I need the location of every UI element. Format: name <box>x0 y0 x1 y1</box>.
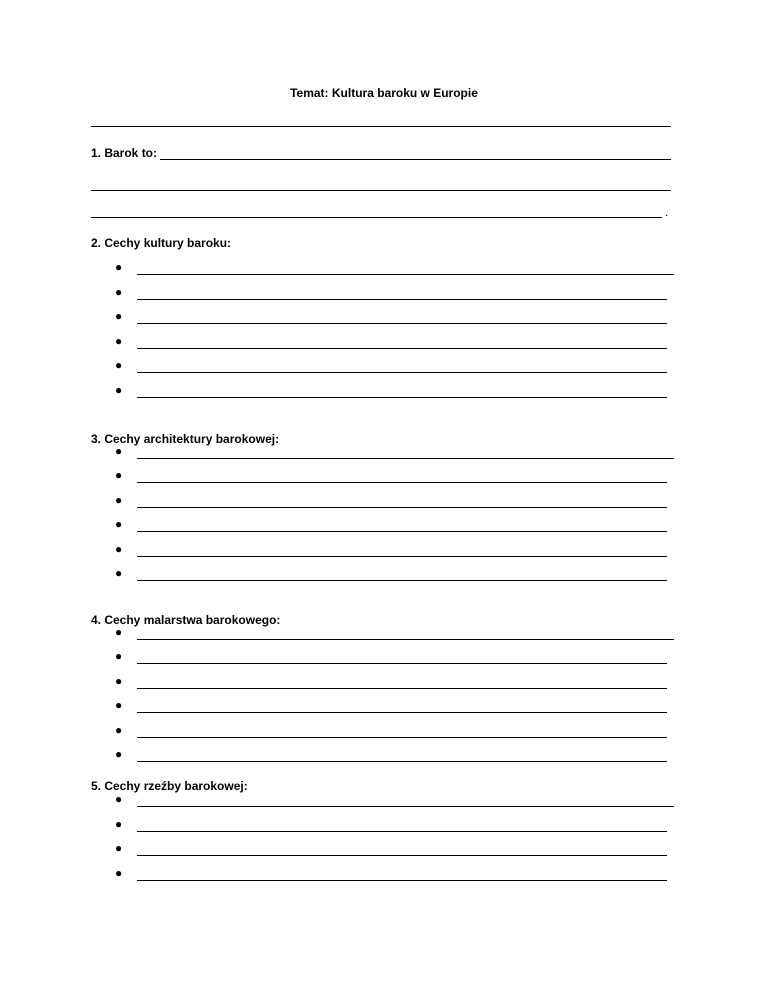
section-4-label: 4. Cechy malarstwa barokowego: <box>91 613 281 627</box>
bullet-answer-line <box>137 663 667 664</box>
bullet-answer-line <box>137 880 667 881</box>
bullet-icon: ● <box>115 816 123 831</box>
section-2-label: 2. Cechy kultury baroku: <box>91 236 232 250</box>
bullet-answer-line <box>137 397 667 398</box>
answer-line <box>91 190 671 191</box>
bullet-answer-line <box>137 482 667 483</box>
bullet-icon: ● <box>115 468 123 483</box>
bullet-icon: ● <box>115 649 123 664</box>
bullet-answer-line <box>137 831 667 832</box>
bullet-answer-line <box>137 372 667 373</box>
bullet-answer-line <box>137 458 674 459</box>
bullet-answer-line <box>137 737 667 738</box>
bullet-icon: ● <box>115 517 123 532</box>
bullet-icon: ● <box>115 492 123 507</box>
bullet-answer-line <box>137 556 667 557</box>
bullet-answer-line <box>137 348 667 349</box>
bullet-icon: ● <box>115 698 123 713</box>
q1-label: 1. Barok to: <box>91 146 158 160</box>
bullet-answer-line <box>137 299 667 300</box>
bullet-answer-line <box>137 712 667 713</box>
bullet-icon: ● <box>115 358 123 373</box>
worksheet-title: Temat: Kultura baroku w Europie <box>290 86 478 100</box>
bullet-answer-line <box>137 855 667 856</box>
bullet-icon: ● <box>115 841 123 856</box>
bullet-icon: ● <box>115 747 123 761</box>
bullet-icon: ● <box>115 444 123 458</box>
bullet-answer-line <box>137 761 667 762</box>
bullet-icon: ● <box>115 284 123 299</box>
bullet-answer-line <box>137 531 667 532</box>
answer-line <box>160 159 671 160</box>
bullet-icon: ● <box>115 625 123 639</box>
bullet-icon: ● <box>115 566 123 580</box>
answer-line <box>91 126 671 127</box>
bullet-answer-line <box>137 580 667 581</box>
bullet-icon: ● <box>115 309 123 324</box>
bullet-icon: ● <box>115 333 123 348</box>
bullet-icon: ● <box>115 260 123 274</box>
section-3-label: 3. Cechy architektury barokowej: <box>91 432 280 446</box>
line-end-period: . <box>665 205 669 219</box>
bullet-answer-line <box>137 274 674 275</box>
bullet-answer-line <box>137 323 667 324</box>
bullet-icon: ● <box>115 722 123 737</box>
bullet-answer-line <box>137 639 674 640</box>
bullet-icon: ● <box>115 541 123 556</box>
bullet-answer-line <box>137 806 674 807</box>
bullet-icon: ● <box>115 383 123 397</box>
bullet-icon: ● <box>115 865 123 880</box>
bullet-icon: ● <box>115 673 123 688</box>
section-5-label: 5. Cechy rzeźby barokowej: <box>91 779 248 793</box>
answer-line <box>91 217 662 218</box>
bullet-icon: ● <box>115 792 123 806</box>
bullet-answer-line <box>137 507 667 508</box>
bullet-answer-line <box>137 688 667 689</box>
